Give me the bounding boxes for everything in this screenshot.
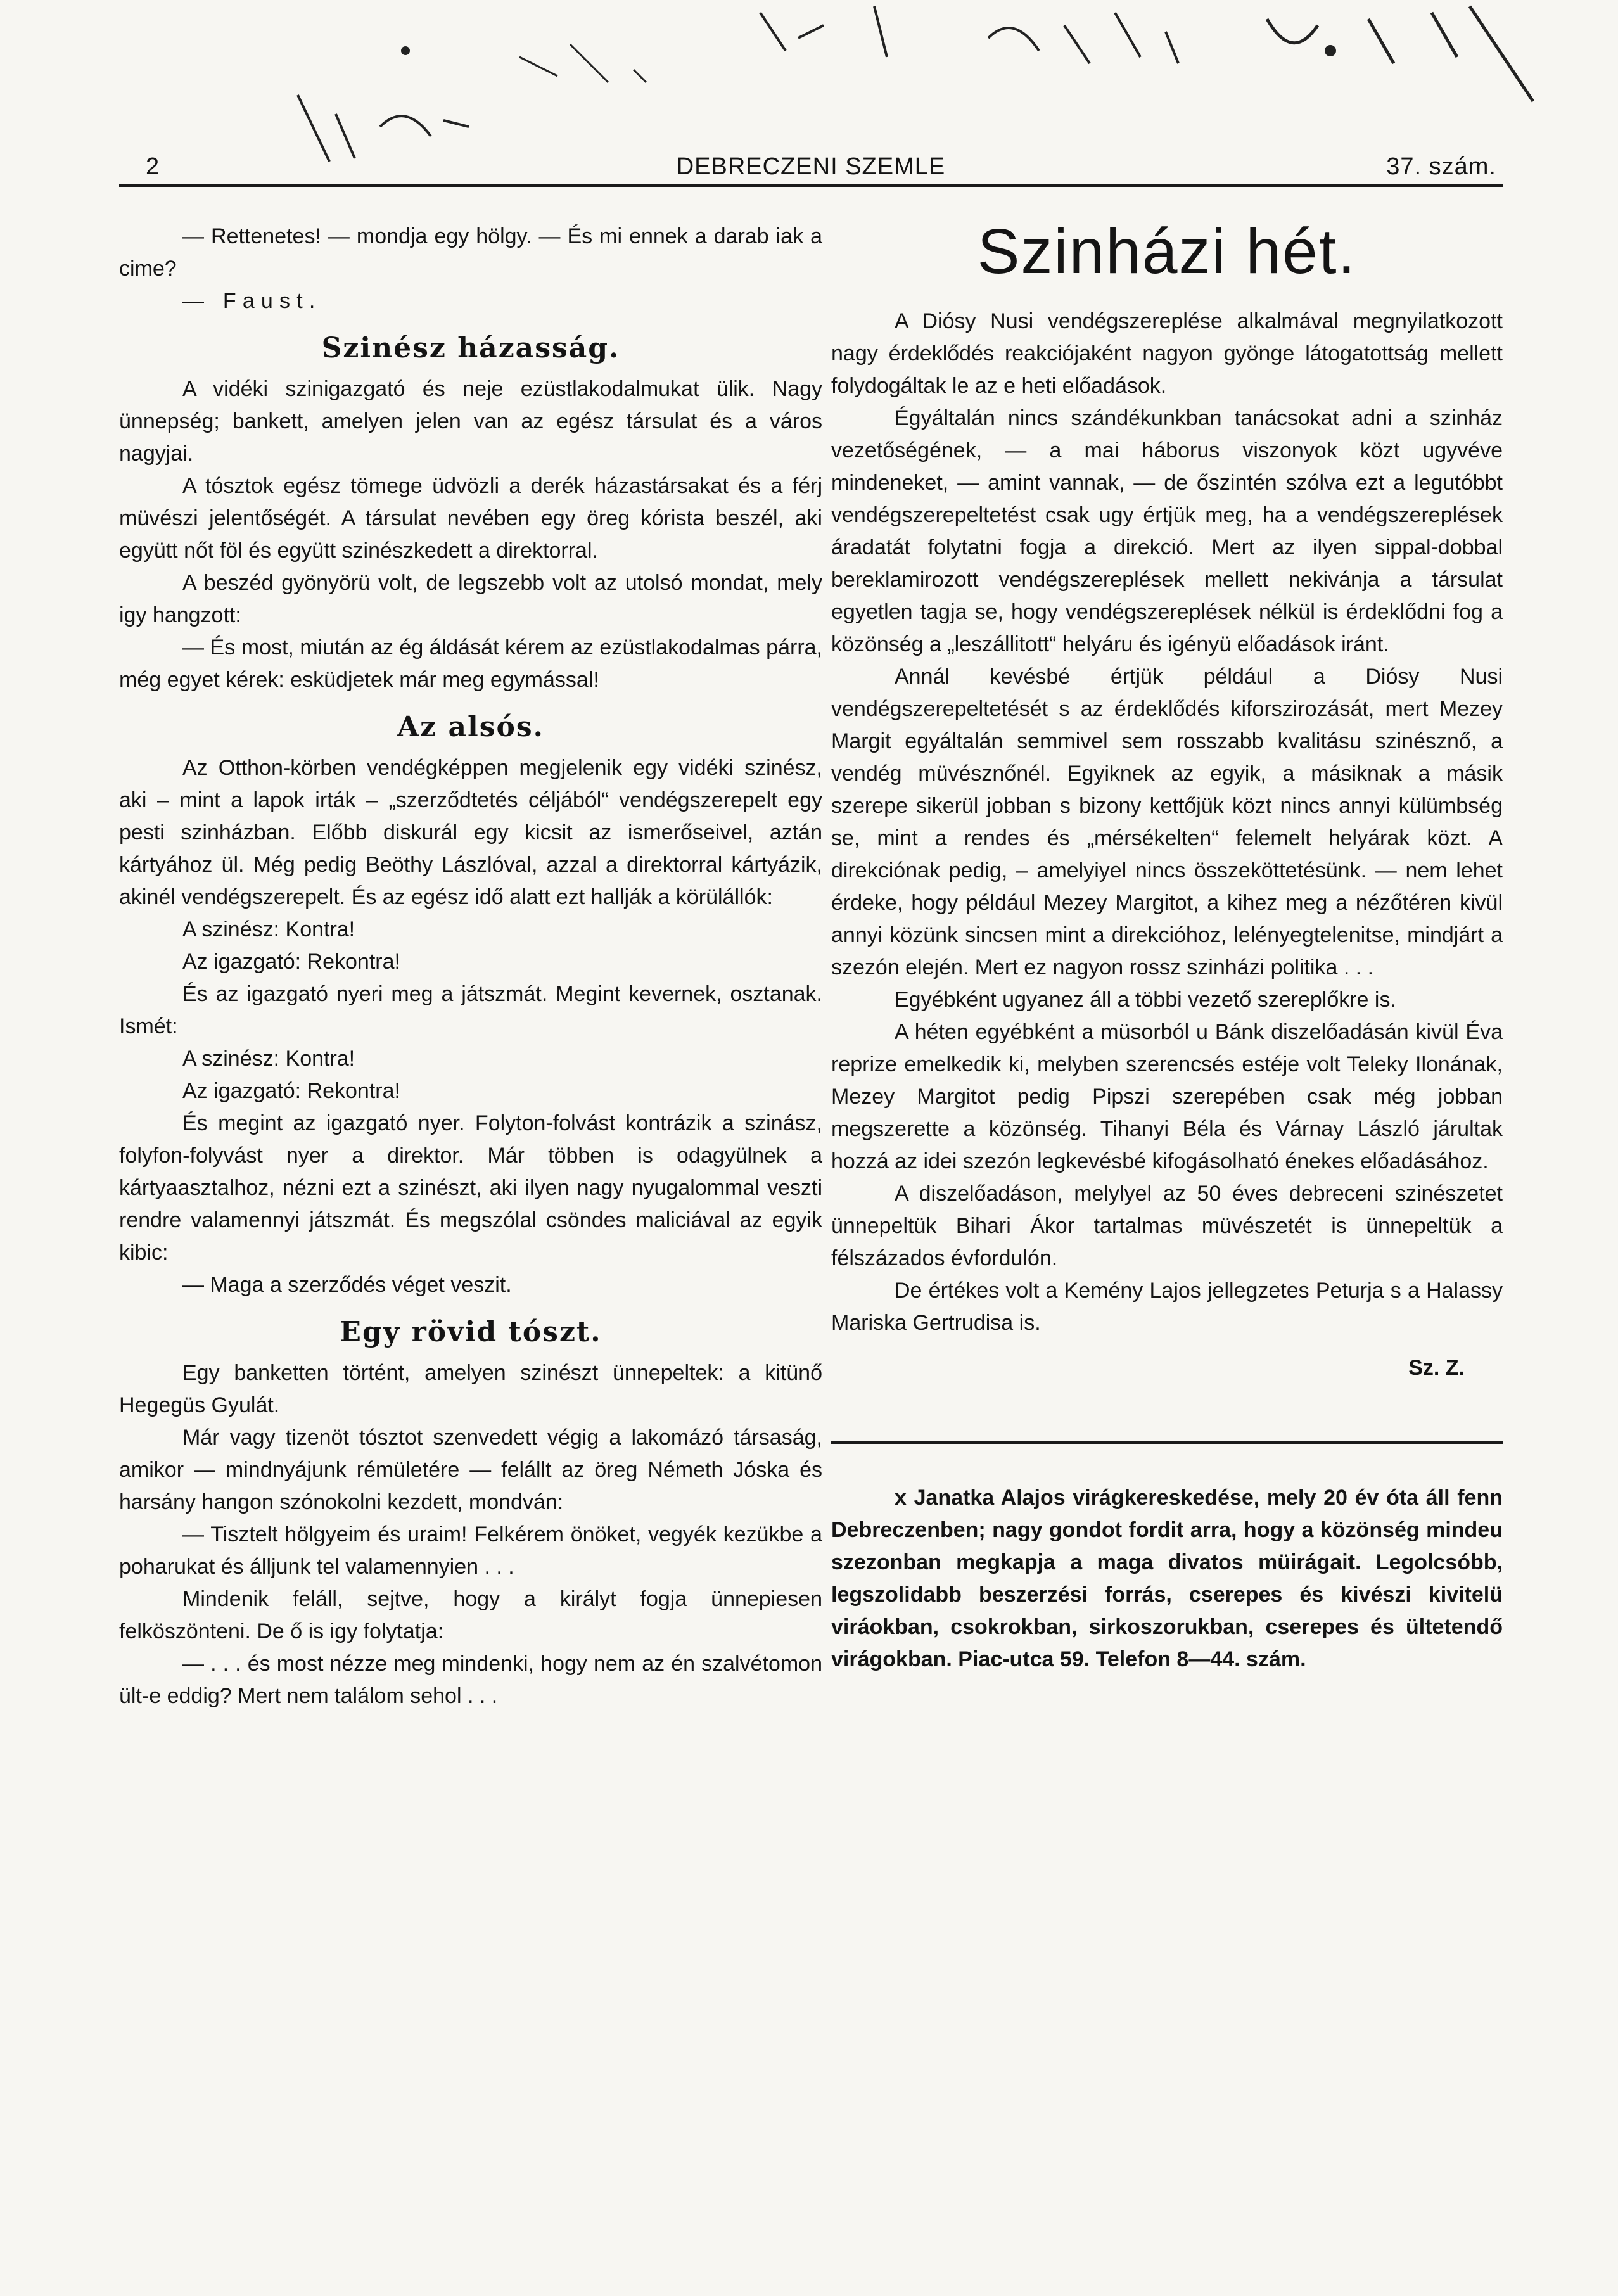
paragraph: — És most, miután az ég áldását kérem az ezüstlakodalmas párra, még egyet kérek: esküdjetek már meg egymással! [119,635,822,692]
advertisement [831,1482,1503,1676]
paragraph: — . . . és most nézze meg mindenki, hogy nem az én szalvétomon ült-e eddig? Mert nem találom sehol . . . [119,1652,822,1708]
paragraph: A diszelőadáson, melylyel az 50 éves debreceni szinészetet ünnepeltük Bihari Ákor tartalmas müvészetét is ünnepeltük a félszázados évfordulón. [831,1182,1503,1270]
paragraph: Az Otthon-körben vendégképpen megjelenik egy vidéki szinész, aki – mint a lapok irták – „szerződtetés céljából“ vendégszerepelt egy pesti szinházban. Előbb diskurál egy kicsit az ismerőseivel, aztán kártyához ül. Még pedig Beöthy Lászlóval, azzal a direktorral kártyázik, akinél vendégszerepelt. És az egész idő alatt ezt hallják a körülállók: [119,756,822,909]
paragraph: A tósztok egész tömege üdvözli a derék házastársakat és a férj müvészi jelentőségét. A társulat nevében egy öreg kórista beszél, aki együtt nőt föl és együtt szinészkedett a direktorral. [119,474,822,563]
left-column [119,220,822,1712]
paragraph: A szinész: Kontra! [182,1047,355,1071]
paragraph: — Tisztelt hölgyeim és uraim! Felkérem önöket, vegyék kezükbe a poharukat és álljunk tel valamennyien . . . [119,1522,822,1579]
issue-number: 37. szám. [1386,153,1496,180]
right-column [831,216,1503,1676]
paragraph: A héten egyébként a müsorból u Bánk diszelőadásán kivül Éva reprize emelkedik ki, melyben szerencsés estéje volt Teleky Ilonának, Mezey Margitot pedig Pipszi szerepében csak még jobban megszerette a közönség. Tihanyi Béla és Várnay László járultak hozzá az idei szezón legkevésbé kifogásolható énekes előadásához. [831,1020,1503,1173]
paragraph: És az igazgató nyeri meg a játszmát. Megint kevernek, osztanak. Ismét: [119,982,822,1038]
publication-title: DEBRECZENI SZEMLE [676,153,946,180]
paragraph: A Diósy Nusi vendégszereplése alkalmával megnyilatkozott nagy érdeklődés reakciójaként nagyon gyönge látogatottság mellett folydogáltak le az e heti előadások. [831,309,1503,398]
paragraph: De értékes volt a Kemény Lajos jellegzetes Peturja s a Halassy Mariska Gertrudisa is. [831,1279,1503,1335]
article-title: Szinházi hét. [977,216,1357,287]
paragraph: Egy banketten történt, amelyen szinészt ünnepeltek: a kitünő Hegegüs Gyulát. [119,1361,822,1417]
paragraph: Annál kevésbé értjük például a Diósy Nusi vendégszerepeltetését s az érdeklődés kiforszirozását, mert Mezey Margit egyáltalán semmivel sem rosszabb kvalitásu szinésznő, a vendég müvésznőnél. Egyiknek az egyik, a másiknak a másik szerepe sikerül jobban s bizony kettőjük közt nincs annyi külümbség se, mint a rendes és „mérsékelten“ felemelt helyárak közt. A direkciónak pedig, – amelyiyel nincs összeköttetésünk. — nem lehet érdeke, hogy például Mezey Margitot, a kihez meg a nézőtéren kivül annyi közünk sincsen mint a direkcióhoz, lelényegtelenitse, mindjárt a szezón elején. Mert ez nagyon rossz szinházi politika . . . [831,665,1503,979]
paragraph: A vidéki szinigazgató és neje ezüstlakodalmukat ülik. Nagy ünnepség; bankett, amelyen jelen van az egész társulat és a város nagyjai. [119,377,822,466]
paragraph: A szinész: Kontra! [182,917,355,941]
advertisement-text: x Janatka Alajos virágkereskedése, mely 20 év óta áll fenn Debreczenben; nagy gondot fordit arra, hogy a közönség mindeu szezonban megkapja a maga divatos müirágait. Legolcsóbb, legszolidabb beszerzési forrás, cserepes és kivészi kivitelü viráokban, csokrokban, sirkoszorukban, cserepes és ültetendő virágokban. Piac-utca 59. Telefon 8—44. szám. [831,1486,1503,1671]
author-signature: Sz. Z. [1408,1356,1465,1380]
paragraph: A beszéd gyönyörü volt, de legszebb volt az utolsó mondat, mely igy hangzott: [119,571,822,627]
paragraph: És megint az igazgató nyer. Folyton-folvást kontrázik a szinász, folyfon-folyvást nyer a direktor. Már többen is odagyülnek a kártyaasztalhoz, nézni ezt a szinészt, aki ilyen nagy nyugalommal veszti rendre valamennyi játszmát. És megszólal csöndes maliciával az egyik kibic: [119,1111,822,1265]
page-number: 2 [146,153,160,180]
section-title: Az alsós. [397,711,544,743]
paragraph: — Maga a szerződés véget veszit. [182,1273,512,1297]
intro-line: — Rettenetes! — mondja egy hölgy. — És mi ennek a darab iak a cime? [119,224,822,281]
paragraph: Egyébként ugyanez áll a többi vezető szereplőkre is. [895,988,1396,1012]
paragraph: Mindenik feláll, sejtve, hogy a királyt fogja ünnepiesen felköszönteni. De ő is igy folytatja: [119,1587,822,1643]
intro-line: — Faust. [182,289,322,313]
section-title: Egy rövid tószt. [340,1316,602,1348]
paragraph: Az igazgató: Rekontra! [182,1079,400,1103]
paragraph: Égyáltalán nincs szándékunkban tanácsokat adni a szinház vezetőségének, — a mai háborus viszonyok közt ugyvéve mindeneket, — amint vannak, — de őszintén szólva ezt a legutóbbt vendégszerepeltetést csak ugy értjük meg, ha a vendégszereplések áradatát folytatni fogja a direkció. Mert az ilyen sippal-dobbal bereklamirozott vendégszereplések mellett nekivánja a társulat egyetlen tagja se, hogy vendégszereplések nélkül is érdeklődni fog a közönség a „leszállitott“ helyáru és igényü előadások iránt. [831,406,1503,656]
section-title: Szinész házasság. [321,332,620,364]
divider [831,1441,1503,1444]
page-header [119,151,1503,187]
paragraph: Az igazgató: Rekontra! [182,950,400,974]
paragraph: Már vagy tizenöt tósztot szenvedett végig a lakomázó társaság, amikor — mindnyájunk rémületére — felállt az öreg Németh Jóska és harsány hangon szónokolni kezdett, mondván: [119,1425,822,1514]
